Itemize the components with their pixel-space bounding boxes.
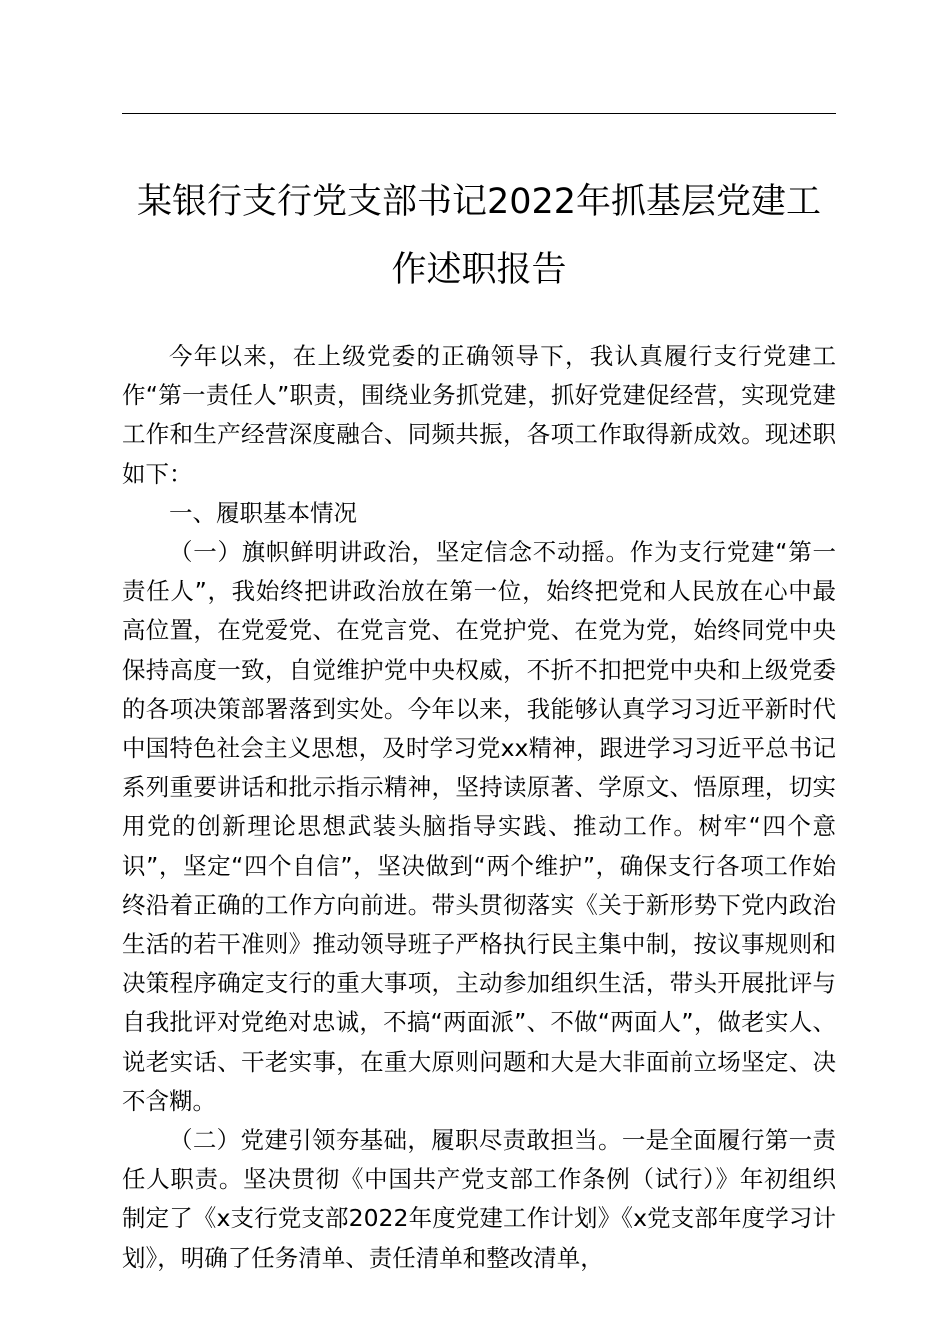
page-title: 某银行支行党支部书记2022年抓基层党建工作述职报告: [136, 182, 822, 290]
document-body: [122, 337, 836, 1278]
body-paragraph: （二）党建引领夯基础，履职尽责敢担当。一是全面履行第一责任人职责。坚决贯彻《中国共产党支部工作条例（试行）》年初组织制定了《x支行党支部2022年度党建工作计划》《x党支部年度学习计划》，明确了任务清单、责任清单和整改清单，: [122, 1126, 836, 1272]
header-rule: [122, 113, 836, 114]
section-heading: 一、履职基本情况: [169, 498, 357, 527]
body-paragraph: （一）旗帜鲜明讲政治，坚定信念不动摇。作为支行党建“第一责任人”，我始终把讲政治放在第一位，始终把党和人民放在心中最高位置，在党爱党、在党言党、在党护党、在党为党，始终同党中央保持高度一致，自觉维护党中央权威，不折不扣把党中央和上级党委的各项决策部署落到实处。今年以来，我能够认真学习习近平新时代中国特色社会主义思想，及时学习党xx精神，跟进学习习近平总书记系列重要讲话和批示指示精神，坚持读原著、学原文、悟原理，切实用党的创新理论思想武装头脑指导实践、推动工作。树牢“四个意识”，坚定“四个自信”，坚决做到“两个维护”，确保支行各项工作始终沿着正确的工作方向前进。带头贯彻落实《关于新形势下党内政治生活的若干准则》推动领导班子严格执行民主集中制，按议事规则和决策程序确定支行的重大事项，主动参加组织生活，带头开展批评与自我批评对党绝对忠诚，不搞“两面派”、不做“两面人”，做老实人、说老实话、干老实事，在重大原则问题和大是大非面前立场坚定、决不含糊。: [122, 538, 836, 1115]
intro-paragraph: 今年以来，在上级党委的正确领导下，我认真履行支行党建工作“第一责任人”职责，围绕业务抓党建，抓好党建促经营，实现党建工作和生产经营深度融合、同频共振，各项工作取得新成效。现述职如下：: [122, 342, 836, 488]
